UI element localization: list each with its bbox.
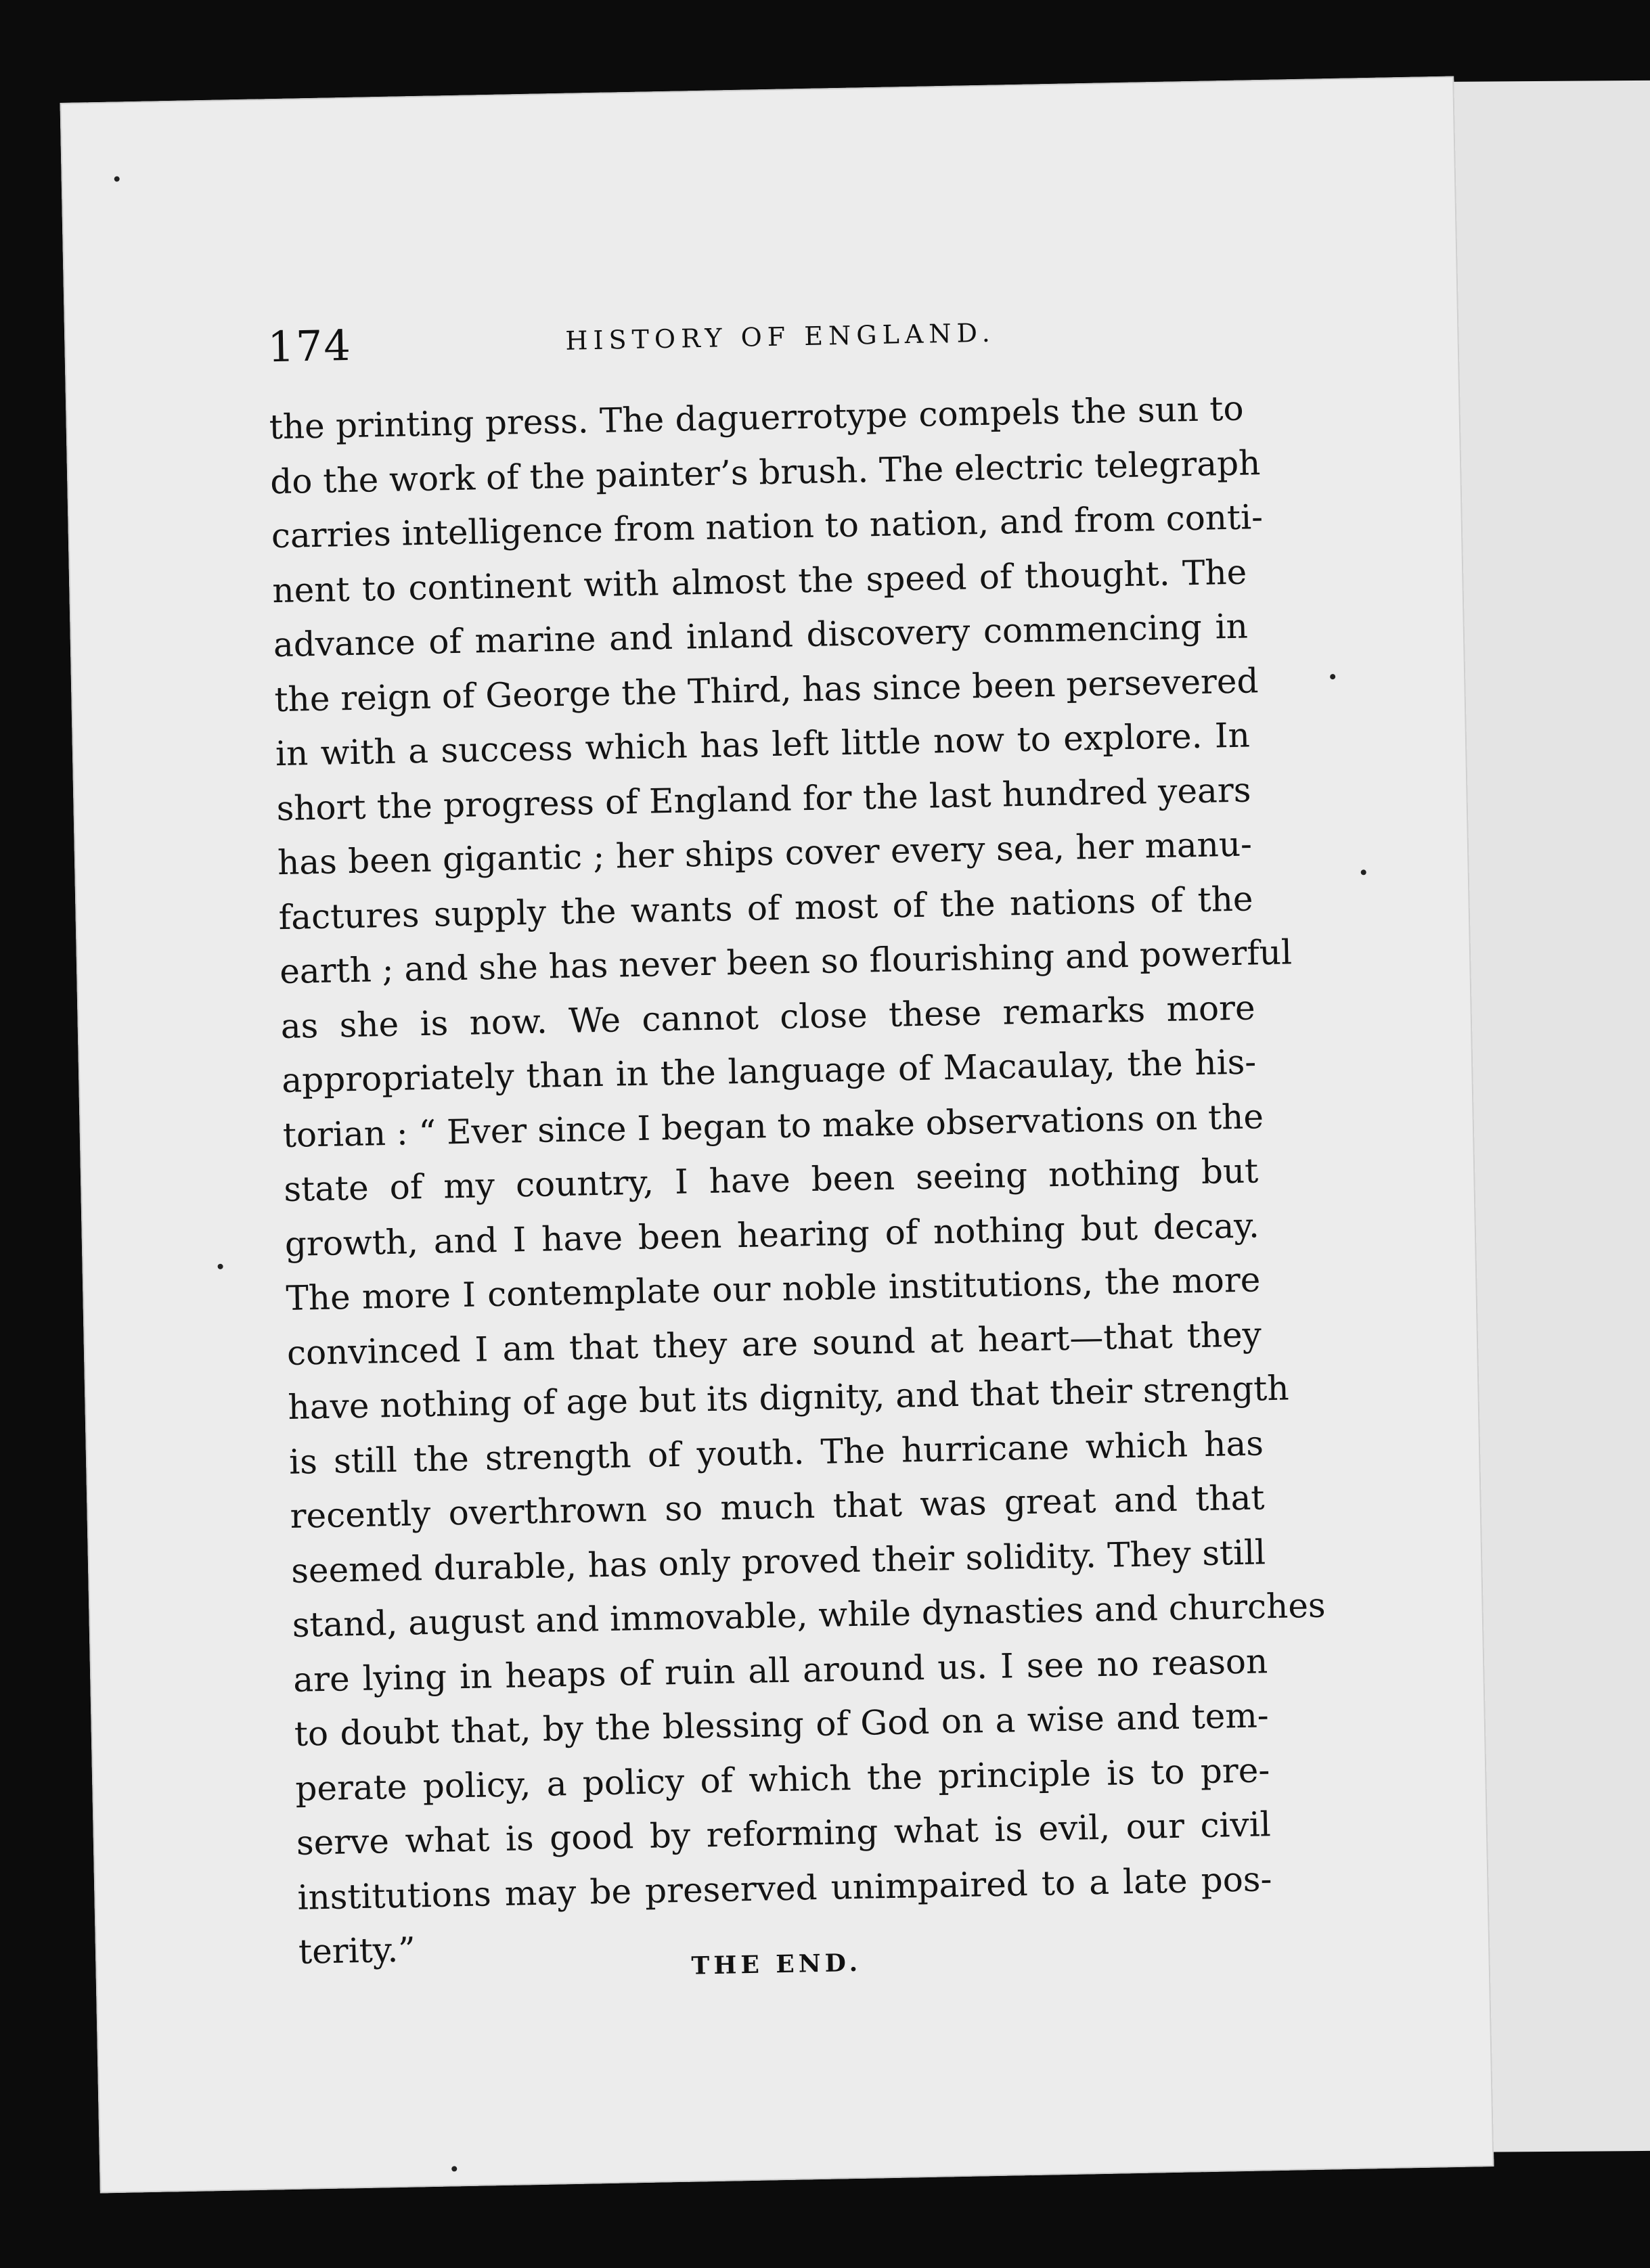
text-line: earth ; and she has never been so flourishing and powerful <box>279 932 1293 992</box>
text-line: advance of marine and inland discovery commencing in <box>273 606 1249 665</box>
text-line: torian : “ Ever since I began to make observations on the <box>282 1096 1264 1155</box>
text-line: factures supply the wants of most of the nations of the <box>278 878 1253 937</box>
running-title: HISTORY OF ENGLAND. <box>564 317 996 356</box>
ink-speck <box>114 176 120 181</box>
text-line: the reign of George the Third, has since been persevered <box>273 660 1259 719</box>
text-line: is still the strength of youth. The hurricane which has <box>288 1423 1264 1482</box>
text-line: nent to continent with almost the speed of thought. The <box>271 552 1247 610</box>
the-end-label: THE END. <box>691 1948 862 1980</box>
body-text <box>269 382 1326 1980</box>
text-line: appropriately than in the language of Macaulay, the his- <box>281 1042 1257 1101</box>
ink-speck <box>451 2166 457 2171</box>
text-line: in with a success which has left little now to explore. In <box>275 715 1251 774</box>
ink-speck <box>1330 674 1335 679</box>
text-line: recently overthrown so much that was great and that <box>290 1478 1265 1536</box>
text-line: do the work of the painter’s brush. The electric telegraph <box>269 443 1261 501</box>
text-line: have nothing of age but its dignity, and that their strength <box>288 1368 1290 1427</box>
text-line: carries intelligence from nation to nation, and from conti- <box>271 497 1264 556</box>
text-line: stand, august and immovable, while dynasties and churches <box>292 1585 1326 1645</box>
ink-speck <box>1361 869 1366 875</box>
text-line: terity.” <box>298 1930 416 1972</box>
text-line: serve what is good by reforming what is evil, our civil <box>296 1805 1272 1863</box>
text-line: perate policy, a policy of which the principle is to pre- <box>294 1750 1270 1809</box>
text-line: The more I contemplate our noble institutions, the more <box>285 1260 1261 1318</box>
text-line: as she is now. We cannot close these remarks more <box>280 987 1256 1046</box>
book-page <box>60 76 1494 2194</box>
text-line: state of my country, I have been seeing nothing but <box>283 1151 1259 1209</box>
text-line: seemed durable, has only proved their solidity. They still <box>290 1532 1266 1591</box>
running-head <box>267 307 1081 383</box>
text-line: short the progress of England for the last hundred years <box>276 769 1251 828</box>
page-number: 174 <box>267 320 353 372</box>
text-line: institutions may be preserved unimpaired to a late pos- <box>296 1859 1272 1918</box>
text-line: the printing press. The daguerrotype compels the sun to <box>269 388 1245 447</box>
text-line: convinced I am that they are sound at heart—that they <box>286 1314 1262 1373</box>
text-line: are lying in heaps of ruin all around us. I see no reason <box>292 1641 1268 1700</box>
text-line: to doubt that, by the blessing of God on a wise and tem- <box>294 1696 1270 1754</box>
text-line: has been gigantic ; her ships cover every sea, her manu- <box>277 824 1253 883</box>
text-line: growth, and I have been hearing of nothing but decay. <box>284 1205 1260 1264</box>
ink-speck <box>218 1264 223 1269</box>
